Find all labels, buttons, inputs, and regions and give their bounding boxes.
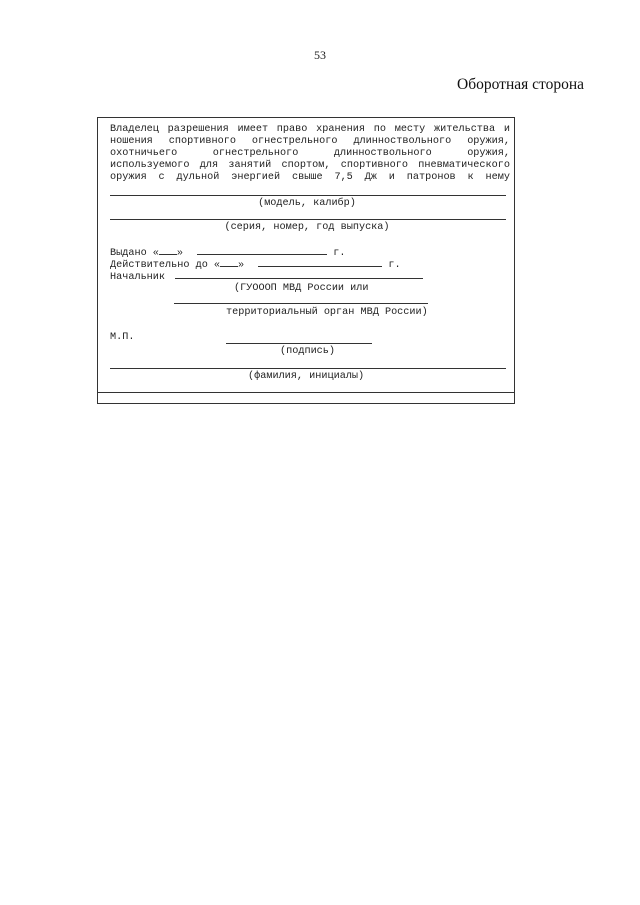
issued-month-blank[interactable] xyxy=(197,245,327,255)
page-number: 53 xyxy=(314,48,326,62)
model-caption: (модель, калибр) xyxy=(258,198,356,209)
chief-label: Начальник xyxy=(110,272,166,283)
series-fill-line[interactable] xyxy=(110,219,506,220)
chief-fill-line[interactable] xyxy=(175,269,423,279)
form-bottom-rule xyxy=(98,392,514,393)
valid-year-suffix: г. xyxy=(388,260,401,271)
rights-line-1: Владелец разрешения имеет право хранения по месту жительства и xyxy=(110,124,510,135)
side-title: Оборотная сторона xyxy=(457,76,584,93)
valid-quote-close: » xyxy=(238,260,245,271)
permit-form-box xyxy=(97,117,515,404)
rights-line-5: оружия с дульной энергией свыше 7,5 Дж и патронов к нему xyxy=(110,172,510,183)
issued-day-blank[interactable] xyxy=(159,245,177,255)
rights-line-4: используемого для занятий спортом, спортивного пневматического xyxy=(110,160,510,171)
authority-line-1: (ГУОООП МВД России или xyxy=(234,283,369,294)
issued-quote-close: » xyxy=(176,248,184,259)
chief-row xyxy=(110,269,423,284)
rights-line-3: охотничьего огнестрельного длинноствольного оружия, xyxy=(110,148,510,159)
name-fill-line[interactable] xyxy=(110,368,506,369)
signature-caption: (подпись) xyxy=(280,346,336,357)
series-caption: (серия, номер, год выпуска) xyxy=(224,222,390,233)
authority-fill-line[interactable] xyxy=(174,303,428,304)
stamp-label: М.П. xyxy=(110,332,135,343)
name-caption: (фамилия, инициалы) xyxy=(248,371,365,382)
authority-line-2: территориальный орган МВД России) xyxy=(226,307,428,318)
model-fill-line[interactable] xyxy=(110,195,506,196)
signature-fill-line[interactable] xyxy=(226,343,372,344)
issued-label: Выдано « xyxy=(110,248,159,259)
valid-month-blank[interactable] xyxy=(258,257,382,267)
valid-day-blank[interactable] xyxy=(220,257,238,267)
rights-line-2: ношения спортивного огнестрельного длинноствольного оружия, xyxy=(110,136,510,147)
valid-label: Действительно до « xyxy=(110,260,221,271)
issued-year-suffix: г. xyxy=(333,248,346,259)
